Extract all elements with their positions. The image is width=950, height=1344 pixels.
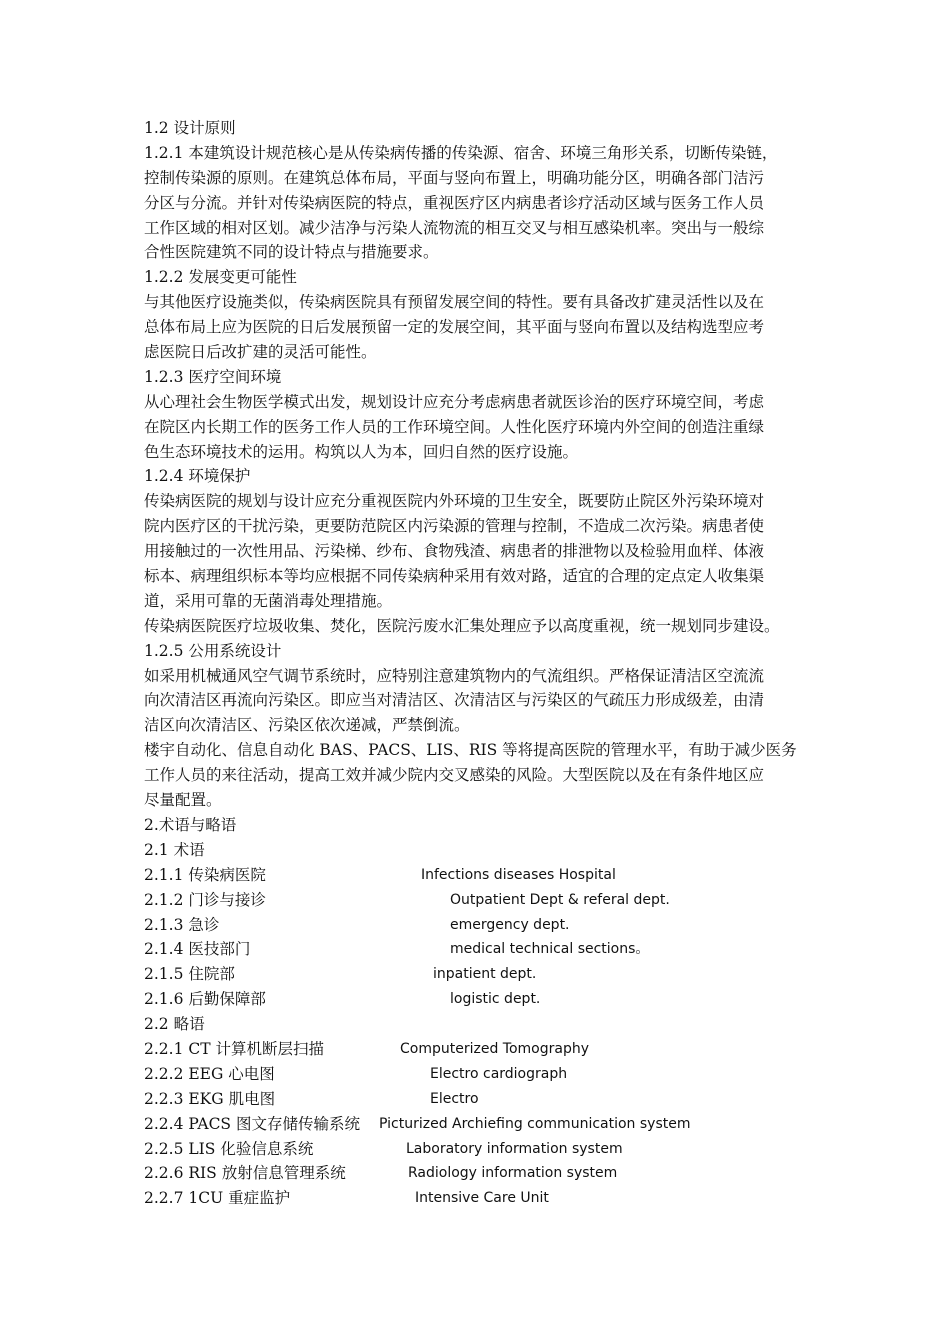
paragraph-line: 从心理社会生物医学模式出发，规划设计应充分考虑病患者就医诊治的医疗环境空间，考虑 bbox=[144, 392, 765, 411]
paragraph-line: 与其他医疗设施类似，传染病医院具有预留发展空间的特性。要有具备改扩建灵活性以及在 bbox=[144, 293, 765, 312]
subsection-1-2-1 bbox=[144, 141, 808, 265]
subsection-heading: 1.2.3 医疗空间环境 bbox=[144, 367, 282, 386]
abbreviation-zh: 2.2.6 RIS 放射信息管理系统 bbox=[144, 1164, 346, 1183]
term-item bbox=[144, 913, 808, 938]
abbreviation-en: Electro cardiograph bbox=[430, 1065, 568, 1082]
paragraph-line: 工作人员的来往活动，提高工效并减少院内交叉感染的风险。大型医院以及在有条件地区应 bbox=[144, 766, 765, 785]
term-en: medical technical sections。 bbox=[450, 941, 650, 958]
abbreviation-en: Electro bbox=[430, 1090, 479, 1107]
paragraph-line: 传染病医院的规划与设计应充分重视医院内外环境的卫生安全，既要防止院区外污染环境对 bbox=[144, 492, 765, 511]
abbreviation-en: Laboratory information system bbox=[406, 1140, 623, 1157]
term-zh: 2.1.6 后勤保障部 bbox=[144, 990, 266, 1009]
paragraph-line: 院内医疗区的干扰污染，更要防范院区内污染源的管理与控制，不造成二次污染。病患者使 bbox=[144, 517, 765, 536]
term-item bbox=[144, 987, 808, 1012]
abbreviation-en: Radiology information system bbox=[408, 1165, 618, 1182]
term-en: emergency dept. bbox=[450, 916, 570, 933]
abbreviation-en: Intensive Care Unit bbox=[415, 1190, 549, 1207]
paragraph-line: 标本、病理组织标本等均应根据不同传染病种采用有效对路，适宜的合理的定点定人收集渠 bbox=[144, 567, 765, 586]
term-zh: 2.1.1 传染病医院 bbox=[144, 865, 266, 884]
paragraph-line: 在院区内长期工作的医务工作人员的工作环境空间。人性化医疗环境内外空间的创造注重绿 bbox=[144, 417, 765, 436]
abbreviation-zh: 2.2.2 EEG 心电图 bbox=[144, 1064, 275, 1083]
abbreviation-zh: 2.2.4 PACS 图文存储传输系统 bbox=[144, 1114, 360, 1133]
paragraph-line: 工作区域的相对区划。减少洁净与污染人流物流的相互交叉与相互感染机率。突出与一般综 bbox=[144, 218, 765, 237]
terms-list bbox=[144, 863, 808, 1012]
term-zh: 2.1.2 门诊与接诊 bbox=[144, 890, 266, 909]
section-heading-2: 2.术语与略语 bbox=[144, 815, 237, 834]
paragraph-line: 向次清洁区再流向污染区。即应当对清洁区、次清洁区与污染区的气疏压力形成级差，由清 bbox=[144, 691, 765, 710]
term-en: inpatient dept. bbox=[433, 966, 537, 983]
term-zh: 2.1.4 医技部门 bbox=[144, 940, 251, 959]
paragraph-line: 总体布局上应为医院的日后发展预留一定的发展空间，其平面与竖向布置以及结构选型应考 bbox=[144, 318, 765, 337]
term-item bbox=[144, 937, 808, 962]
term-item bbox=[144, 962, 808, 987]
abbreviation-zh: 2.2.7 1CU 重症监护 bbox=[144, 1189, 291, 1208]
section-heading-1-2: 1.2 设计原则 bbox=[144, 119, 236, 137]
paragraph-line: 分区与分流。并针对传染病医院的特点，重视医疗区内病患者诊疗活动区域与医务工作人员 bbox=[144, 193, 765, 212]
paragraph-line: 用接触过的一次性用品、污染梯、纱布、食物残渣、病患者的排泄物以及检验用血样、体液 bbox=[144, 542, 765, 561]
paragraph-line: 洁区向次清洁区、污染区依次递减，严禁倒流。 bbox=[144, 716, 470, 735]
abbreviation-item bbox=[144, 1087, 808, 1112]
paragraph-line: 传染病医院医疗垃圾收集、焚化，医院污废水汇集处理应予以高度重视，统一规划同步建设。 bbox=[144, 616, 780, 635]
abbreviations-list bbox=[144, 1037, 808, 1211]
subsection-1-2-3 bbox=[144, 365, 808, 465]
term-en: Infections diseases Hospital bbox=[421, 866, 616, 883]
paragraph-line: 合性医院建筑不同的设计特点与措施要求。 bbox=[144, 243, 439, 262]
term-item bbox=[144, 863, 808, 888]
paragraph-line: 色生态环境技术的运用。构筑以人为本，回归自然的医疗设施。 bbox=[144, 442, 579, 461]
subsection-heading: 1.2.4 环境保护 bbox=[144, 467, 251, 486]
abbreviation-item bbox=[144, 1161, 808, 1186]
subsection-1-2-4 bbox=[144, 464, 808, 638]
term-zh: 2.1.3 急诊 bbox=[144, 915, 220, 934]
abbreviation-item bbox=[144, 1037, 808, 1062]
subsection-1-2-2 bbox=[144, 265, 808, 365]
abbreviation-zh: 2.2.5 LIS 化验信息系统 bbox=[144, 1139, 314, 1158]
terms-heading: 2.1 术语 bbox=[144, 840, 205, 859]
abbreviation-item bbox=[144, 1112, 808, 1137]
paragraph-line: 如采用机械通风空气调节系统时，应特别注意建筑物内的气流组织。严格保证清洁区空流流 bbox=[144, 666, 765, 685]
subsection-1-2-5 bbox=[144, 639, 808, 813]
subsection-heading: 1.2.2 发展变更可能性 bbox=[144, 268, 297, 287]
abbreviation-item bbox=[144, 1137, 808, 1162]
abbreviation-en: Picturized Archiefing communication system bbox=[379, 1115, 691, 1132]
abbreviation-zh: 2.2.3 EKG 肌电图 bbox=[144, 1089, 276, 1108]
term-en: Outpatient Dept & referal dept. bbox=[450, 891, 670, 908]
subsection-heading: 1.2.5 公用系统设计 bbox=[144, 641, 282, 660]
abbreviation-en: Computerized Tomography bbox=[400, 1040, 589, 1057]
abbreviation-item bbox=[144, 1186, 808, 1211]
paragraph-line: 1.2.1 本建筑设计规范核心是从传染病传播的传染源、宿舍、环境三角形关系，切断传染链， bbox=[144, 143, 778, 162]
document-page bbox=[144, 116, 808, 1211]
abbreviation-zh: 2.2.1 CT 计算机断层扫描 bbox=[144, 1039, 324, 1058]
term-en: logistic dept. bbox=[450, 991, 541, 1008]
term-zh: 2.1.5 住院部 bbox=[144, 965, 235, 984]
paragraph-line: 控制传染源的原则。在建筑总体布局，平面与竖向布置上，明确功能分区，明确各部门洁污 bbox=[144, 168, 765, 187]
paragraph-line: 虑医院日后改扩建的灵活可能性。 bbox=[144, 343, 377, 362]
paragraph-line: 道，采用可靠的无菌消毒处理措施。 bbox=[144, 591, 393, 610]
paragraph-line: 楼宇自动化、信息自动化 BAS、PACS、LIS、RIS 等将提高医院的管理水平，有助于减少医务 bbox=[144, 741, 797, 760]
term-item bbox=[144, 888, 808, 913]
paragraph-line: 尽量配置。 bbox=[144, 791, 222, 810]
abbreviation-item bbox=[144, 1062, 808, 1087]
abbreviations-heading: 2.2 略语 bbox=[144, 1015, 205, 1034]
